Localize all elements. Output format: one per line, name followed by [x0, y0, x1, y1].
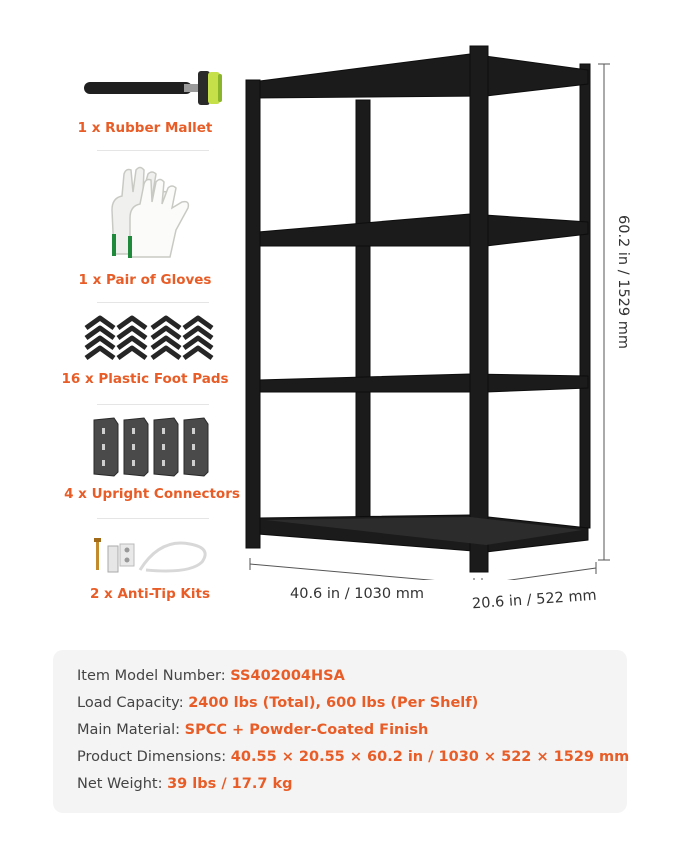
- spec-load-capacity: Load Capacity: 2400 lbs (Total), 600 lbs (Per Shelf): [77, 695, 479, 711]
- accessory-label: 1 x Rubber Mallet: [77, 120, 213, 136]
- upright-connectors-icon: [88, 416, 218, 478]
- rubber-mallet-icon: [80, 68, 230, 110]
- accessory-label: 2 x Anti-Tip Kits: [89, 586, 211, 602]
- gloves-icon: [100, 162, 200, 262]
- depth-dimension-label: 20.6 in / 522 mm: [471, 587, 598, 613]
- specs-panel: [53, 650, 630, 813]
- divider: [97, 302, 209, 303]
- anti-tip-kit-icon: [90, 534, 215, 580]
- shelving-unit-image: [240, 40, 640, 580]
- spec-model: Item Model Number: SS402004HSA: [77, 668, 345, 684]
- width-dimension-label: 40.6 in / 1030 mm: [290, 586, 424, 602]
- accessory-label: 4 x Upright Connectors: [64, 486, 240, 502]
- spec-dimensions: Product Dimensions: 40.55 × 20.55 × 60.2 in / 1030 × 522 × 1529 mm: [77, 749, 630, 765]
- spec-material: Main Material: SPCC + Powder-Coated Finish: [77, 722, 429, 738]
- accessory-label: 1 x Pair of Gloves: [78, 272, 212, 288]
- spec-weight: Net Weight: 39 lbs / 17.7 kg: [77, 776, 293, 792]
- accessory-label: 16 x Plastic Foot Pads: [61, 371, 229, 387]
- foot-pads-icon: [82, 314, 222, 366]
- divider: [97, 150, 209, 151]
- height-dimension-label: 60.2 in / 1529 mm: [615, 215, 631, 349]
- divider: [97, 518, 209, 519]
- divider: [97, 404, 209, 405]
